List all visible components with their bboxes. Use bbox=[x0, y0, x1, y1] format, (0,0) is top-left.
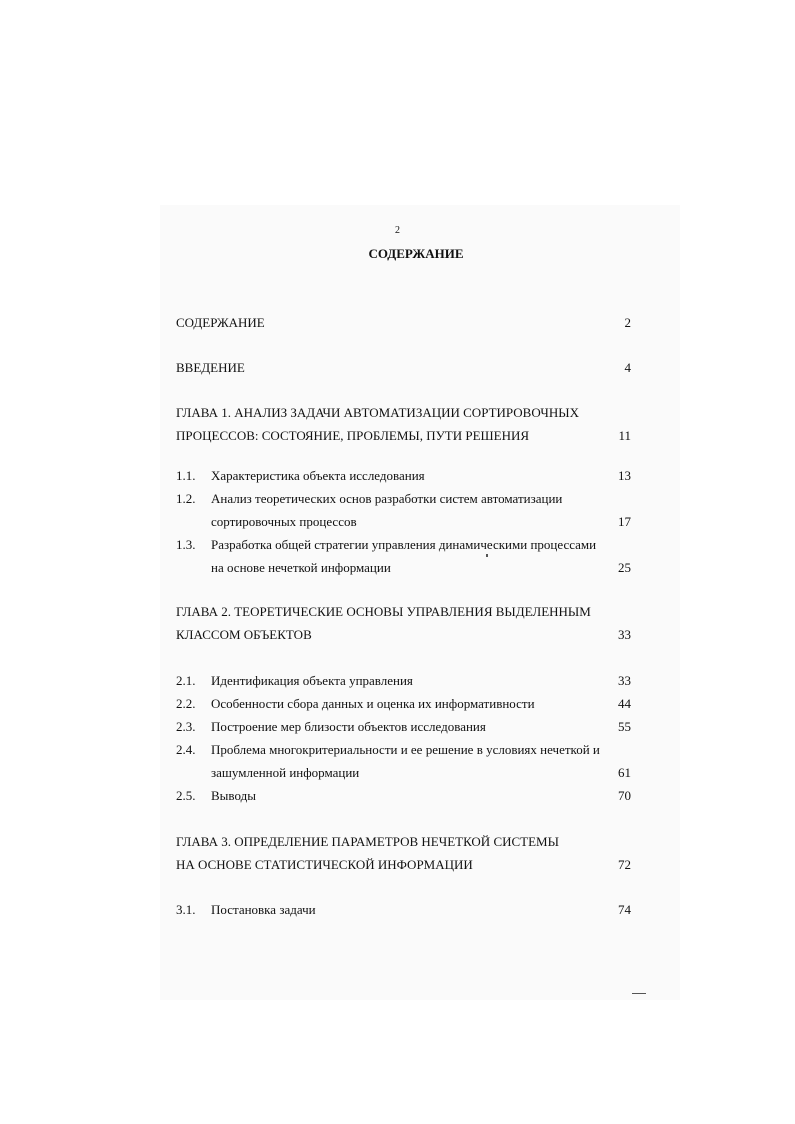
scan-speck bbox=[486, 554, 488, 557]
toc-entry-text: ГЛАВА 3. ОПРЕДЕЛЕНИЕ ПАРАМЕТРОВ НЕЧЕТКОЙ СИСТЕМЫ bbox=[176, 834, 559, 849]
toc-line bbox=[0, 625, 795, 645]
toc-line bbox=[0, 763, 795, 783]
toc-section-number: 2.5. bbox=[176, 788, 196, 803]
toc-section-number: 2.1. bbox=[176, 673, 196, 688]
toc-entry-text: на основе нечеткой информации bbox=[211, 560, 391, 575]
toc-entry-text: Проблема многокритериальности и ее решение в условиях нечеткой и bbox=[211, 742, 600, 757]
toc-page-number: 72 bbox=[618, 857, 631, 872]
toc-page-number: 4 bbox=[624, 360, 631, 375]
toc-section-number: 1.3. bbox=[176, 537, 196, 552]
toc-line bbox=[0, 512, 795, 532]
toc-entry-text: Постановка задачи bbox=[211, 902, 316, 917]
toc-page-number: 61 bbox=[618, 765, 631, 780]
toc-page-number: 2 bbox=[624, 315, 631, 330]
toc-section-number: 3.1. bbox=[176, 902, 196, 917]
toc-line bbox=[0, 671, 795, 691]
toc-page-number: 25 bbox=[618, 560, 631, 575]
toc-page-number: 70 bbox=[618, 788, 631, 803]
toc-entry-text: Построение мер близости объектов исследования bbox=[211, 719, 486, 734]
toc-line bbox=[0, 466, 795, 486]
toc-section-number: 1.1. bbox=[176, 468, 196, 483]
toc-entry-text: КЛАССОМ ОБЪЕКТОВ bbox=[176, 627, 312, 642]
page-title: СОДЕРЖАНИЕ bbox=[368, 246, 464, 261]
toc-page-number: 33 bbox=[618, 673, 631, 688]
toc-entry-text: ГЛАВА 1. АНАЛИЗ ЗАДАЧИ АВТОМАТИЗАЦИИ СОРТИРОВОЧНЫХ bbox=[176, 405, 579, 420]
toc-line bbox=[0, 602, 795, 622]
toc-entry-text: ПРОЦЕССОВ: СОСТОЯНИЕ, ПРОБЛЕМЫ, ПУТИ РЕШЕНИЯ bbox=[176, 428, 530, 443]
toc-line bbox=[0, 717, 795, 737]
toc-entry-text: Идентификация объекта управления bbox=[211, 673, 413, 688]
toc-entry-text: Анализ теоретических основ разработки систем автоматизации bbox=[211, 491, 563, 506]
toc-entry-text: Выводы bbox=[211, 788, 256, 803]
toc-line bbox=[0, 535, 795, 555]
toc-line bbox=[0, 900, 795, 920]
toc-entry-text: ВВЕДЕНИЕ bbox=[176, 360, 245, 375]
toc-section-number: 1.2. bbox=[176, 491, 196, 506]
toc-line bbox=[0, 489, 795, 509]
toc-page-number: 44 bbox=[618, 696, 631, 711]
scan-mark bbox=[632, 993, 646, 994]
toc-line bbox=[0, 558, 795, 578]
toc-page-number: 11 bbox=[618, 428, 631, 443]
toc-entry-text: НА ОСНОВЕ СТАТИСТИЧЕСКОЙ ИНФОРМАЦИИ bbox=[176, 857, 473, 872]
toc-page-number: 33 bbox=[618, 627, 631, 642]
toc-line bbox=[0, 403, 795, 423]
toc-line bbox=[0, 740, 795, 760]
toc-page-number: 17 bbox=[618, 514, 631, 529]
toc-line bbox=[0, 694, 795, 714]
toc-entry-text: Разработка общей стратегии управления динамическими процессами bbox=[211, 537, 597, 552]
toc-line bbox=[0, 832, 795, 852]
toc-section-number: 2.4. bbox=[176, 742, 196, 757]
toc-line bbox=[0, 855, 795, 875]
toc-line bbox=[0, 358, 795, 378]
toc-entry-text: СОДЕРЖАНИЕ bbox=[176, 315, 265, 330]
toc-line bbox=[0, 313, 795, 333]
toc-page-number: 55 bbox=[618, 719, 631, 734]
toc-line bbox=[0, 786, 795, 806]
toc-section-number: 2.3. bbox=[176, 719, 196, 734]
toc-section-number: 2.2. bbox=[176, 696, 196, 711]
toc-page-number: 74 bbox=[618, 902, 631, 917]
toc-page-number: 13 bbox=[618, 468, 631, 483]
toc-entry-text: ГЛАВА 2. ТЕОРЕТИЧЕСКИЕ ОСНОВЫ УПРАВЛЕНИЯ ВЫДЕЛЕННЫМ bbox=[176, 604, 591, 619]
page-number: 2 bbox=[395, 225, 400, 236]
toc-entry-text: сортировочных процессов bbox=[211, 514, 357, 529]
toc-entry-text: Характеристика объекта исследования bbox=[211, 468, 425, 483]
toc-entry-text: Особенности сбора данных и оценка их информативности bbox=[211, 696, 535, 711]
toc-entry-text: зашумленной информации bbox=[211, 765, 360, 780]
toc-line bbox=[0, 426, 795, 446]
